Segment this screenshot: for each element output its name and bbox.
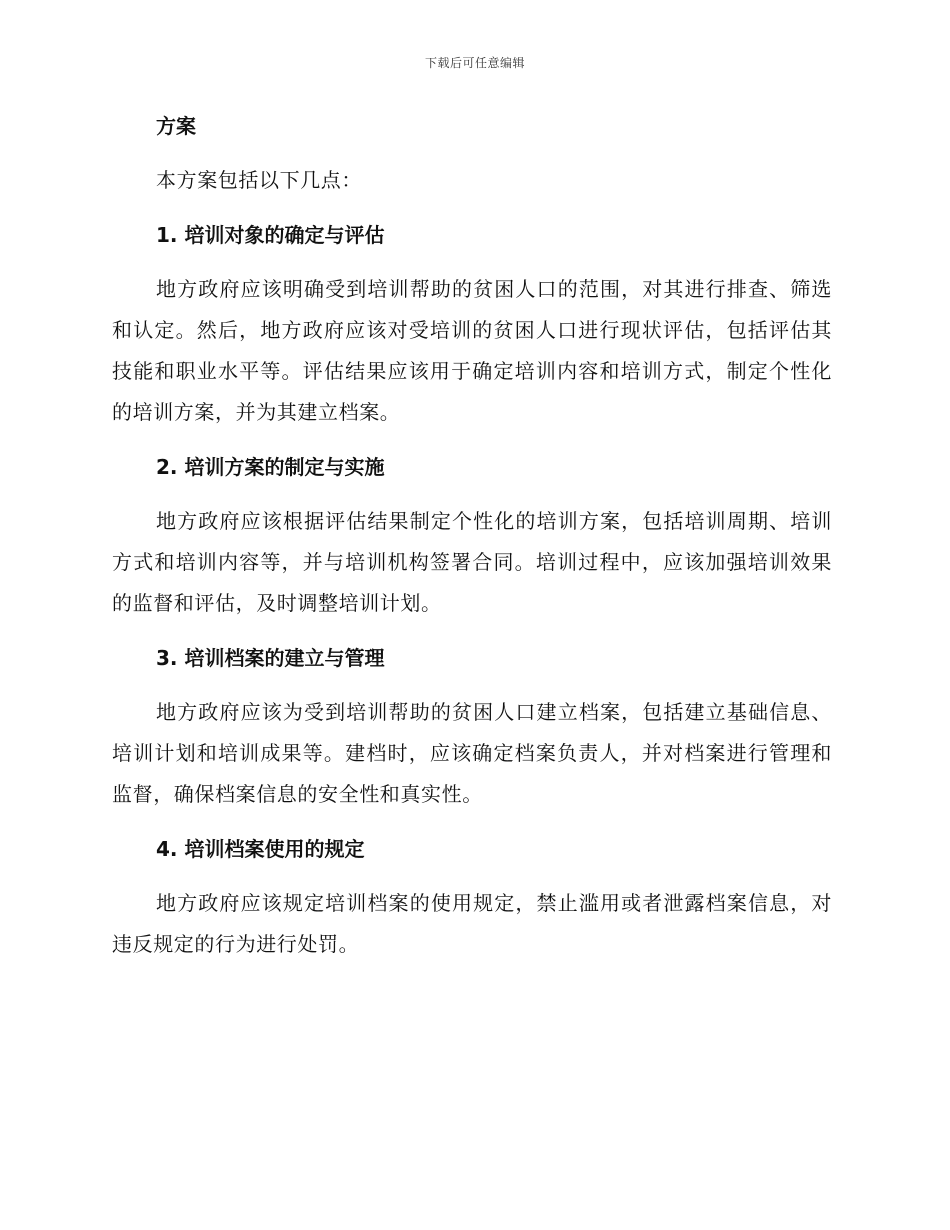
- document-body: [112, 106, 832, 965]
- section-body-3: 地方政府应该为受到培训帮助的贫困人口建立档案，包括建立基础信息、培训计划和培训成果等。建档时，应该确定档案负责人，并对档案进行管理和监督，确保档案信息的安全性和真实性。: [112, 700, 832, 806]
- header-note: 下载后可任意编辑: [424, 56, 525, 70]
- section-body-4: 地方政府应该规定培训档案的使用规定，禁止滥用或者泄露档案信息，对违反规定的行为进行处罚。: [112, 891, 832, 956]
- intro-paragraph: 本方案包括以下几点：: [156, 168, 362, 192]
- section-heading-1: 1. 培训对象的确定与评估: [156, 223, 385, 247]
- section-heading-4: 4. 培训档案使用的规定: [156, 837, 365, 861]
- section-heading-3: 3. 培训档案的建立与管理: [156, 646, 385, 670]
- document-title: 方案: [156, 114, 196, 138]
- section-body-1: 地方政府应该明确受到培训帮助的贫困人口的范围，对其进行排查、筛选和认定。然后，地方政府应该对受培训的贫困人口进行现状评估，包括评估其技能和职业水平等。评估结果应该用于确定培训内容和培训方式，制定个性化的培训方案，并为其建立档案。: [112, 277, 832, 424]
- section-body-2: 地方政府应该根据评估结果制定个性化的培训方案，包括培训周期、培训方式和培训内容等，并与培训机构签署合同。培训过程中，应该加强培训效果的监督和评估，及时调整培训计划。: [112, 509, 832, 615]
- section-heading-2: 2. 培训方案的制定与实施: [156, 455, 385, 479]
